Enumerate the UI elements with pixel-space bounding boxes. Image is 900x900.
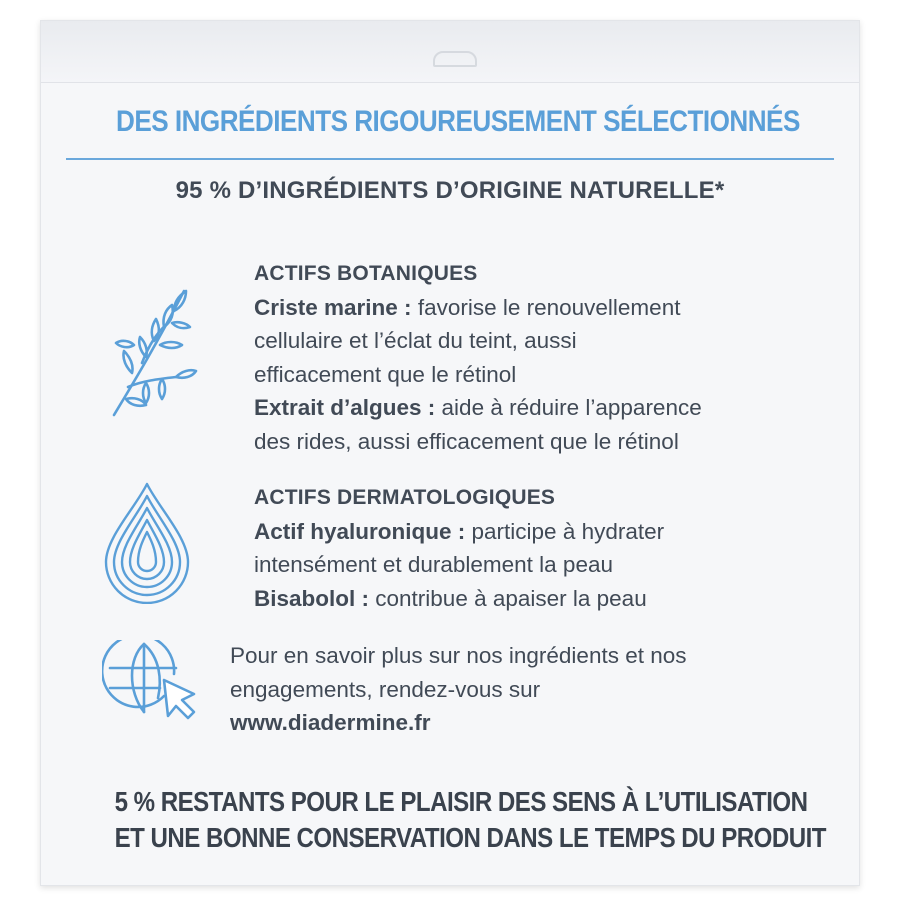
ingredient-item [254,515,844,549]
ingredient-name: Criste marine : [254,294,412,320]
ingredient-text: intensément et durablement la peau [254,552,613,577]
dermatological-actives-section [254,481,844,615]
package-top-flap [41,21,859,83]
ingredient-text: favorise le renouvellement [411,294,681,320]
more-info-section [230,639,840,740]
footer-line: ET UNE BONNE CONSERVATION DANS LE TEMPS DU PRODUIT [114,822,826,853]
section-title: ACTIFS BOTANIQUES [254,262,478,285]
embossed-mark [433,51,477,67]
info-text: engagements, rendez-vous sur [230,676,541,702]
ingredient-text: efficacement que le rétinol [254,361,517,387]
ingredient-text: cellulaire et l’éclat du teint, aussi [254,328,577,353]
ingredient-name: Bisabolol : [254,585,370,611]
footer-note [60,784,840,856]
ingredient-name: Extrait d’algues : [254,395,436,420]
footer-line: 5 % RESTANTS POUR LE PLAISIR DES SENS À L’UTILISATION [114,786,808,817]
ingredient-item [254,291,844,325]
ingredient-text: contribue à apaiser la peau [369,585,647,611]
ingredient-item [254,582,844,616]
subheadline: 95 % D’INGRÉDIENTS D’ORIGINE NATURELLE* [175,177,725,204]
ingredient-name: Actif hyaluronique : [254,518,466,544]
website-url-text: www.diadermine.fr [230,710,431,735]
botanical-actives-section [254,257,844,458]
water-drop-icon [104,482,190,604]
globe-cursor-icon [102,640,198,722]
ingredient-item [254,391,844,425]
website-url [230,706,840,740]
ingredient-text: des rides, aussi efficacement que le rétinol [254,428,679,454]
ingredient-text: aide à réduire l’apparence [435,395,702,420]
divider-line [66,158,834,160]
botanical-branch-icon [102,287,198,417]
headline: DES INGRÉDIENTS RIGOUREUSEMENT SÉLECTIONNÉS [116,105,800,138]
ingredient-text: participe à hydrater [465,518,665,544]
info-text: Pour en savoir plus sur nos ingrédients et nos [230,643,687,668]
section-title: ACTIFS DERMATOLOGIQUES [254,486,556,509]
